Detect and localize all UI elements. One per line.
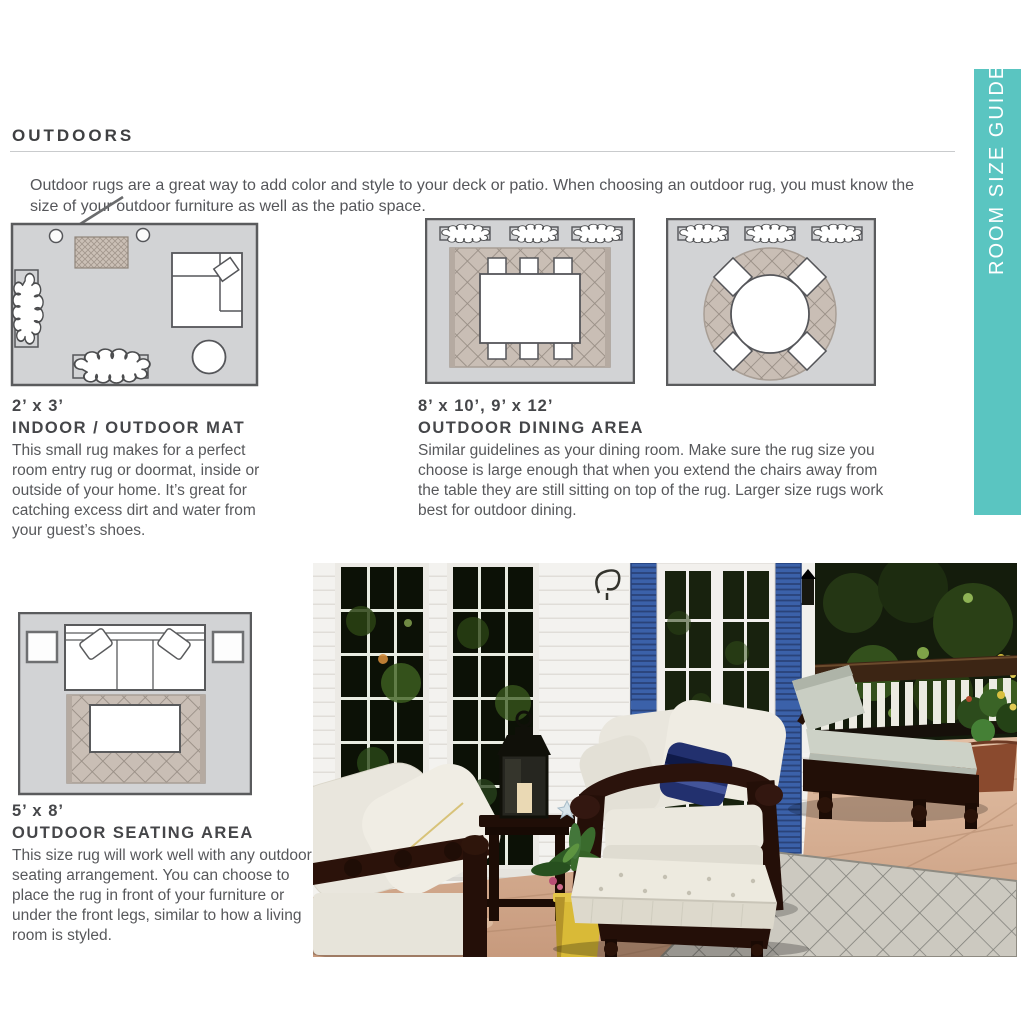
section-body: This size rug will work well with any outdoor seating arrangement. You can choose to place the rug in front of your furniture or under the front legs, similar to how a living room is styled. [12,847,312,944]
rug-size-label: 8’ x 10’, 9’ x 12’ [418,397,554,415]
banner-label: ROOM SIZE GUIDE [986,63,1008,275]
intro-text: Outdoor rugs are a great way to add color and style to your deck or patio. When choosing an outdoor rug, you must know the size of your outdoor furniture as well as the patio space. [30,177,915,215]
floor-plan-indoor-outdoor-mat [10,196,260,388]
section-seating [12,801,314,946]
divider-line [10,151,955,152]
floor-plan-dining-rect [425,218,635,384]
room-size-guide-banner [974,63,1021,515]
coffee-table-icon [90,705,180,752]
floor-plan-dining-round [666,218,876,386]
page-title: OUTDOORS [12,126,135,145]
round-table-icon [731,275,809,353]
section-title: OUTDOOR SEATING AREA [12,824,254,842]
section-dining [418,396,898,521]
table-icon [193,341,226,374]
side-table-icon [27,632,57,662]
rug-size-label: 5’ x 8’ [12,802,64,820]
section-body: This small rug makes for a perfect room entry rug or doormat, inside or outside of your home. It’s great for catching excess dirt and water from your guest’s shoes. [12,442,260,539]
sofa-icon [172,253,242,327]
side-table-icon [213,632,243,662]
rug-size-label: 2’ x 3’ [12,397,64,415]
patio-photo [313,563,1017,957]
section-title: OUTDOOR DINING AREA [418,419,644,437]
dining-table-icon [480,274,580,343]
section-mat [12,396,268,541]
floor-plan-seating [18,612,252,796]
section-body: Similar guidelines as your dining room. Make sure the rug size you choose is large enough that when you extend the chairs away from the table they are still sitting on top of the rug. Larger size rugs work best for outdoor dining. [418,442,884,519]
section-title: INDOOR / OUTDOOR MAT [12,419,246,437]
sofa-icon [65,625,205,690]
